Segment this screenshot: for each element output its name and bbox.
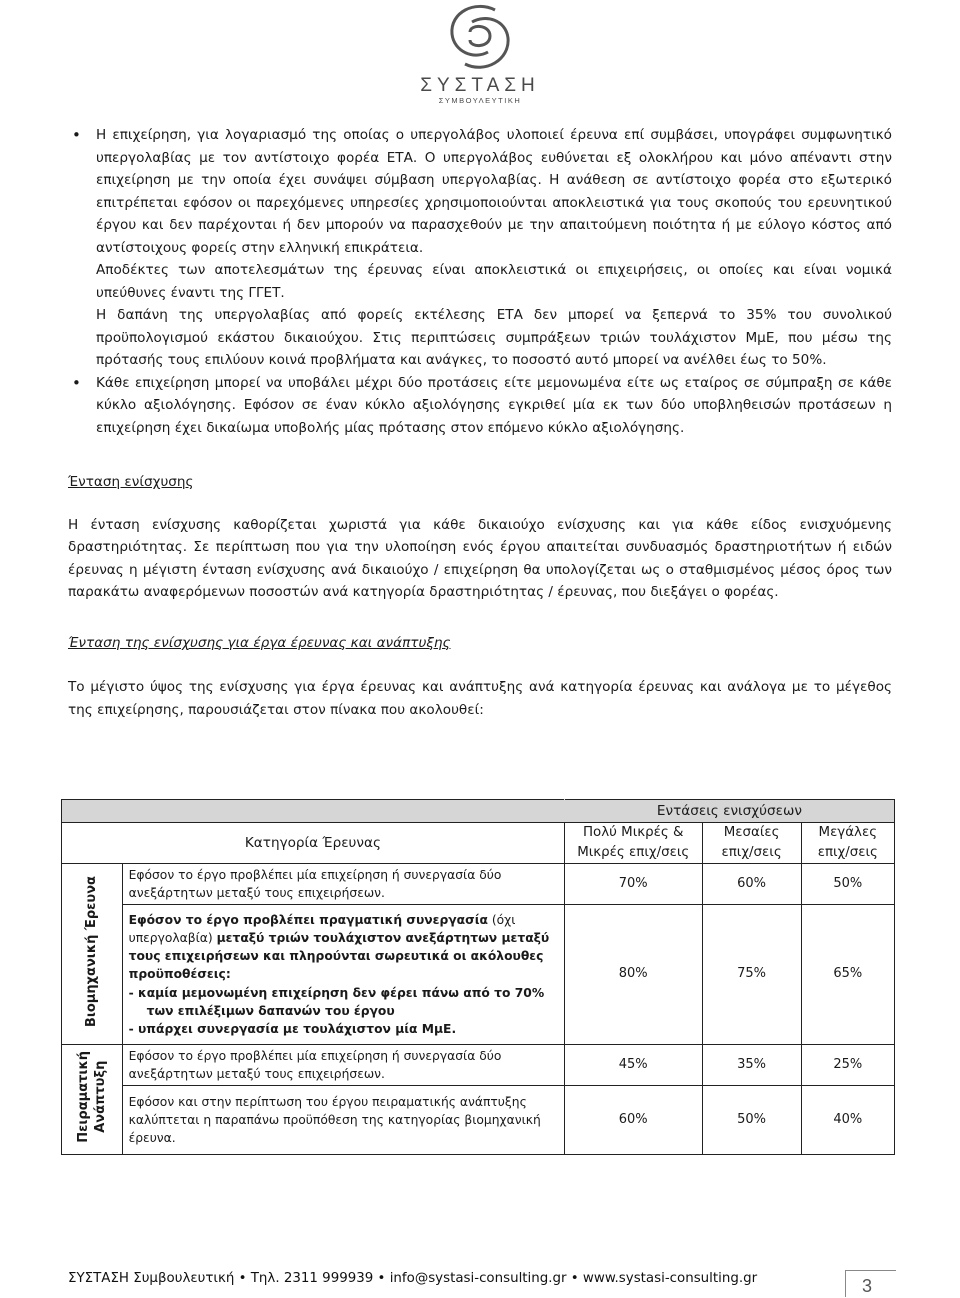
logo-mark-icon [440,2,520,72]
description-bold-part: Εφόσον το έργο προβλέπει πραγματική συνεργασία [128,912,488,927]
group-label-industrial-research: Βιομηχανική Έρευνα [84,875,100,1027]
table-row [62,1045,895,1086]
table-cell: 50% [801,864,894,905]
list-item [68,124,892,372]
group-label-experimental-development: Πειραματική Ανάπτυξη [75,1051,108,1143]
table-cell: 35% [702,1045,801,1086]
table-row [62,1086,895,1155]
logo-wordmark: ΣΥΣΤΑΣΗ [420,75,540,96]
company-logo [415,2,545,112]
paragraph: • Κάθε επιχείρηση μπορεί να υποβάλει μέχρι δύο προτάσεις είτε μεμονωμένα είτε ως εταίρος σε σύμπραξη σε κάθε κύκλο αξιολόγησης. Εφόσον σε έναν κύκλο αξιολόγησης εγκριθεί μία εκ των δύο υποβληθεισών προτάσεων η επιχείρηση έχει δικαίωμα υποβολής μίας πρότασης στον επόμενο κύκλο αξιολόγησης. [96,374,892,436]
row-description: Εφόσον και στην περίπτωση του έργου πειραματικής ανάπτυξης καλύπτεται η παραπάνω προϋπόθεση της κατηγορίας βιομηχανική έρευνα. [122,1086,564,1155]
table-cell: 75% [702,905,801,1045]
table-row [62,864,895,905]
description-bold-part: μεταξύ τριών τουλάχιστον ανεξάρτητων μεταξύ τους επιχειρήσεων και πληρούνται σωρευτικά οι ακόλουθες προϋποθέσεις: [128,930,550,982]
condition-item: - υπάρχει συνεργασία με τουλάχιστον μία ΜμΕ. [128,1022,457,1036]
column-header: Πολύ Μικρές & Μικρές επιχ/σεις [564,823,702,864]
table-cell: 70% [564,864,702,905]
page-number: 3 [862,1276,873,1296]
table-title: Εντάσεις ενισχύσεων [564,800,894,823]
row-group-label [62,1045,123,1155]
condition-item: - καμία μεμονωμένη επιχείρηση δεν φέρει πάνω από το 70% των επιλέξιμων δαπανών του έργου [128,985,545,1018]
document-body [68,124,892,721]
table-cell: 45% [564,1045,702,1086]
table-header-row [62,800,895,823]
row-description [122,905,564,1045]
paragraph: • Η επιχείρηση, για λογαριασμό της οποίας ο υπεργολάβος υλοποιεί έρευνα επί συμβάσει, υπογράφει συμφωνητικό υπεργολαβίας με τον αντίστοιχο φορέα ΕΤΑ. Ο υπεργολάβος ευθύνεται εξ ολοκλήρου και μόνο απέναντι στην επιχείρηση με την οποία έχει συνάψει σύμβαση υπεργολαβίας. Η ανάθεση σε αντίστοιχο φορέα στο εξωτερικό επιτρέπεται εφόσον οι παρεχόμενες υπηρεσίες χρησιμοποιούνται αποκλειστικά για τους σκοπούς του ερευνητικού έργου και δεν παρέχονται ή δεν μπορούν να παρασχεθούν με την απαιτούμενη ποιότητα ή με εύλογο κόστος από αντίστοιχους φορείς στην ελληνική επικράτεια. [96,127,892,256]
row-group-label [62,864,123,1045]
section-heading: Ένταση ενίσχυσης [68,474,194,490]
subsection-heading: Ένταση της ενίσχυσης για έργα έρευνας και ανάπτυξης [68,634,451,651]
table-cell: 80% [564,905,702,1045]
aid-intensity-table [61,799,895,1155]
description-normal-part: (όχι υπεργολαβία) [128,912,516,945]
table-cell: 60% [702,864,801,905]
row-description: Εφόσον το έργο προβλέπει μία επιχείρηση ή συνεργασία δύο ανεξάρτητων μεταξύ τους επιχειρήσεων. [122,864,564,905]
row-description: Εφόσον το έργο προβλέπει μία επιχείρηση ή συνεργασία δύο ανεξάρτητων μεταξύ τους επιχειρήσεων. [122,1045,564,1086]
paragraph: Αποδέκτες των αποτελεσμάτων της έρευνας είναι αποκλειστικά οι επιχειρήσεις, οι οποίες και είναι νομικά υπεύθυνες έναντι της ΓΓΕΤ. [96,262,892,301]
column-header: Μεσαίες επιχ/σεις [702,823,801,864]
bullet-list [68,124,892,439]
subsection-paragraph: Το μέγιστο ύψος της ενίσχυσης για έργα έρευνας και ανάπτυξης ανά κατηγορία έρευνας και ανάλογα με το μέγεθος της επιχείρησης, παρουσιάζεται στον πίνακα που ακολουθεί: [68,679,892,718]
category-header: Κατηγορία Έρευνας [62,823,565,864]
table-cell: 50% [702,1086,801,1155]
list-item [68,372,892,440]
column-header: Μεγάλες επιχ/σεις [801,823,894,864]
table-cell: 60% [564,1086,702,1155]
section-paragraph: Η ένταση ενίσχυσης καθορίζεται χωριστά για κάθε δικαιούχο ενίσχυσης και για κάθε είδος ενισχυόμενης δραστηριότητας. Σε περίπτωση που για την υλοποίηση ενός έργου απαιτείται συνδυασμός δραστηριοτήτων ή ειδών έρευνας η μέγιστη ένταση ενίσχυσης ανά δικαιούχο / επιχείρηση θα υπολογίζεται ως ο σταθμισμένος μέσος όρος των παρακάτω αναφερόμενων ποσοστών ανά κατηγορία δραστηριότητας / έρευνας, που διεξάγει ο φορέας. [68,516,892,600]
table-row [62,905,895,1045]
page-footer: ΣΥΣΤΑΣΗ Συμβουλευτική • Τηλ. 2311 999939 • info@systasi-consulting.gr • www.systasi-consulting.gr [68,1271,758,1286]
logo-tagline: ΣΥΜΒΟΥΛΕΥΤΙΚΗ [438,96,522,105]
table-cell: 25% [801,1045,894,1086]
table-cell: 65% [801,905,894,1045]
paragraph: Η δαπάνη της υπεργολαβίας από φορείς εκτέλεσης ΕΤΑ δεν μπορεί να ξεπερνά το 35% του συνολικού προϋπολογισμού εκάστου δικαιούχου. Στις περιπτώσεις συμπράξεων τριών τουλάχιστον ΜμΕ, που μέσω της πρότασής τους επιλύουν κοινά προβλήματα και ανάγκες, το ποσοστό αυτό μπορεί να ανέλθει έως το 50%. [96,307,892,368]
table-cell: 40% [801,1086,894,1155]
table-header-row [62,823,895,864]
